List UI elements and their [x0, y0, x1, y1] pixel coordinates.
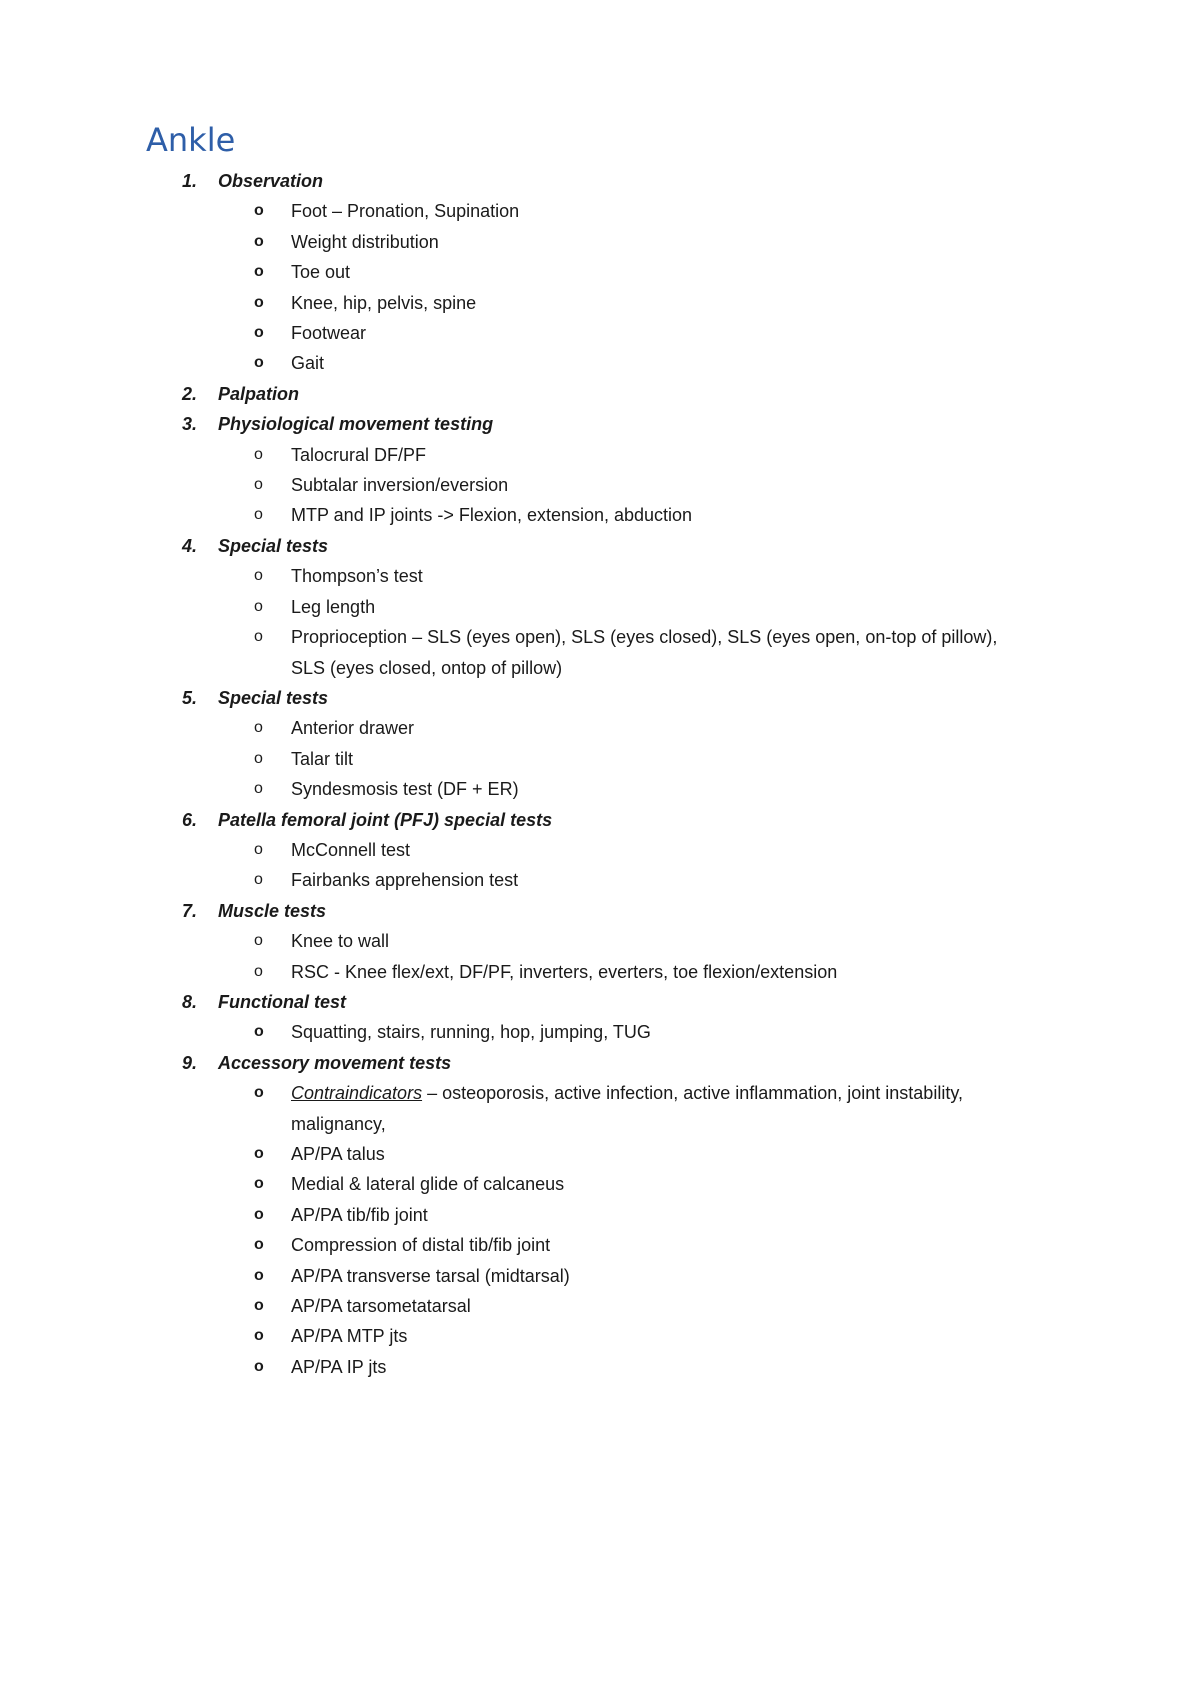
section-number: 7. — [182, 900, 198, 921]
section-heading — [0, 409, 1200, 439]
bullet-icon: o — [254, 749, 263, 767]
section-label: Physiological movement testing — [218, 414, 494, 435]
item-text: Medial & lateral glide of calcaneus — [291, 1174, 565, 1195]
list-item — [0, 196, 1200, 226]
bullet-icon: o — [254, 1145, 264, 1162]
section-label: Special tests — [218, 687, 329, 708]
section-label: Muscle tests — [218, 900, 327, 921]
item-text: Weight distribution — [291, 231, 439, 252]
list-item — [0, 500, 1200, 530]
item-text: Fairbanks apprehension test — [291, 870, 519, 891]
section-heading — [0, 531, 1200, 561]
item-text: MTP and IP joints -> Flexion, extension, abduction — [291, 505, 693, 526]
bullet-icon: o — [254, 263, 264, 281]
bullet-icon: o — [254, 780, 263, 798]
bullet-icon: o — [254, 1236, 264, 1254]
item-text: Leg length — [291, 596, 376, 617]
item-text: AP/PA transverse tarsal (midtarsal) — [291, 1265, 570, 1286]
item-text: RSC - Knee flex/ext, DF/PF, inverters, everters, toe flexion/extension — [291, 961, 838, 982]
list-item — [0, 774, 1200, 804]
list-item — [0, 1261, 1200, 1291]
list-item — [0, 318, 1200, 348]
item-text: Subtalar inversion/eversion — [291, 475, 509, 496]
section-heading — [0, 379, 1200, 409]
list-item — [0, 713, 1200, 743]
list-item — [0, 1321, 1200, 1351]
item-text: AP/PA talus — [291, 1144, 385, 1164]
list-item — [0, 1200, 1200, 1230]
section-label: Patella femoral joint (PFJ) special tests — [218, 809, 553, 830]
bullet-icon: o — [254, 871, 263, 889]
list-item — [0, 1017, 1200, 1047]
section-heading — [0, 805, 1200, 835]
bullet-icon: o — [254, 232, 264, 250]
list-item — [0, 957, 1200, 987]
list-item — [0, 257, 1200, 287]
list-item — [0, 470, 1200, 500]
section-number: 8. — [182, 991, 198, 1012]
section-number: 4. — [182, 535, 198, 556]
item-text: McConnell test — [291, 839, 411, 860]
bullet-icon: o — [254, 445, 263, 463]
section-number: 2. — [182, 383, 198, 404]
list-item — [0, 1230, 1200, 1260]
section-number: 1. — [182, 171, 198, 191]
section-number: 6. — [182, 809, 198, 830]
bullet-icon: o — [254, 567, 263, 585]
item-text: Gait — [291, 353, 325, 374]
item-text: Syndesmosis test (DF + ER) — [291, 779, 519, 800]
item-text: AP/PA MTP jts — [291, 1326, 408, 1347]
section-heading — [0, 683, 1200, 713]
section-label: Palpation — [218, 383, 300, 404]
bullet-icon: o — [254, 1023, 264, 1041]
section-number: 3. — [182, 414, 198, 435]
bullet-icon: o — [254, 1266, 264, 1284]
list-item — [0, 926, 1200, 956]
bullet-icon: o — [254, 1357, 264, 1375]
bullet-icon: o — [254, 1327, 264, 1345]
section-label: Accessory movement tests — [218, 1052, 452, 1073]
bullet-icon: o — [254, 324, 264, 342]
bullet-icon: o — [254, 719, 263, 737]
bullet-icon: o — [254, 1084, 264, 1102]
item-text: Foot – Pronation, Supination — [291, 201, 520, 222]
section-heading — [0, 987, 1200, 1017]
list-item — [0, 288, 1200, 318]
list-item — [0, 1139, 1200, 1169]
list-item — [0, 227, 1200, 257]
item-text: Toe out — [291, 262, 351, 283]
list-item — [0, 835, 1200, 865]
bullet-icon: o — [254, 597, 263, 615]
bullet-icon: o — [254, 840, 263, 858]
bullet-icon: o — [254, 932, 263, 950]
bullet-icon: o — [254, 202, 264, 220]
section-label: Special tests — [218, 535, 329, 556]
list-item — [0, 1291, 1200, 1321]
item-text: Talar tilt — [291, 748, 354, 769]
list-item — [0, 348, 1200, 378]
item-text: Anterior drawer — [291, 718, 415, 739]
section-label: Observation — [218, 171, 324, 191]
section-label: Functional test — [218, 991, 347, 1012]
list-item — [0, 1078, 1200, 1139]
list-item — [0, 561, 1200, 591]
list-item — [0, 1352, 1200, 1382]
section-heading — [0, 896, 1200, 926]
section-heading — [0, 166, 1200, 196]
list-item — [0, 592, 1200, 622]
section-heading — [0, 1048, 1200, 1078]
bullet-icon: o — [254, 1297, 264, 1315]
bullet-icon: o — [254, 354, 264, 372]
list-item — [0, 744, 1200, 774]
list-item — [0, 622, 1200, 683]
section-number: 5. — [182, 687, 198, 708]
outline-list — [0, 166, 1200, 1382]
bullet-icon: o — [254, 1205, 264, 1223]
section-number: 9. — [182, 1052, 198, 1073]
bullet-icon: o — [254, 628, 263, 646]
item-text: Proprioception – SLS (eyes open), SLS (eyes closed), SLS (eyes open, on-top of pillow), SLS (eyes closed, ontop of pillow) — [291, 627, 998, 678]
item-text: AP/PA IP jts — [291, 1356, 387, 1377]
bullet-icon: o — [254, 293, 264, 311]
list-item — [0, 865, 1200, 895]
item-text: Squatting, stairs, running, hop, jumping, TUG — [291, 1022, 651, 1043]
item-text: AP/PA tib/fib joint — [291, 1204, 428, 1225]
bullet-icon: o — [254, 962, 263, 980]
bullet-icon: o — [254, 506, 263, 524]
bullet-icon: o — [254, 476, 263, 494]
list-item — [0, 440, 1200, 470]
item-text: Talocrural DF/PF — [291, 444, 427, 465]
item-text: Knee, hip, pelvis, spine — [291, 292, 477, 313]
item-lead: Contraindicators — [291, 1083, 423, 1104]
bullet-icon: o — [254, 1175, 264, 1193]
item-text: AP/PA tarsometatarsal — [291, 1296, 471, 1317]
page-title: Ankle — [146, 121, 236, 159]
item-text: Compression of distal tib/fib joint — [291, 1235, 551, 1256]
item-text: Knee to wall — [291, 931, 390, 952]
list-item — [0, 1169, 1200, 1199]
item-text: Thompson’s test — [291, 566, 423, 587]
item-text: – osteoporosis, active infection, active inflammation, joint instability, malignancy, — [291, 1083, 963, 1134]
item-text: Footwear — [291, 323, 367, 344]
